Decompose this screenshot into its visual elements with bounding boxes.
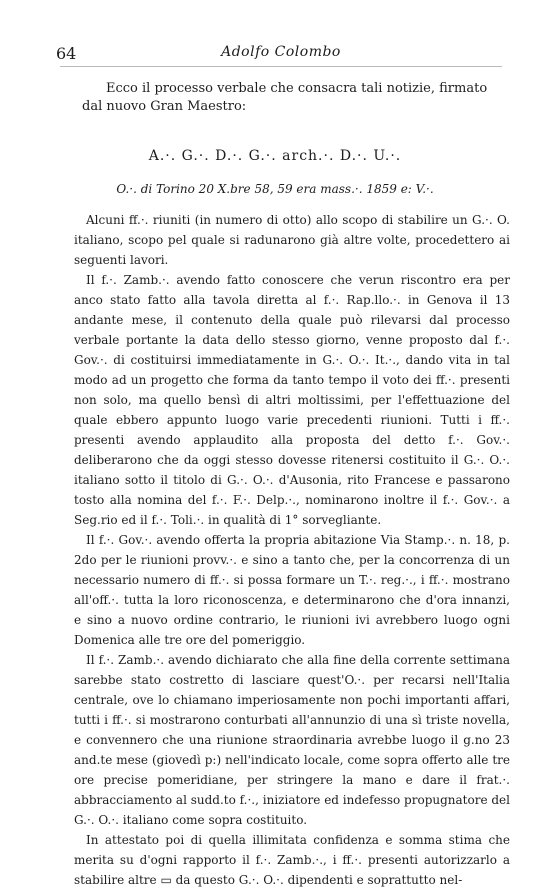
- body-paragraph: Il f.·. Gov.·. avendo offerta la propria abitazione Via Stamp.·. n. 18, p. 2do per le riunioni provv.·. e sino a tanto che, per la concorrenza di un necessario numero di ff.·. si possa formare un T.·. reg.·., i ff.·. mostrano all'off.·. tutta la loro riconoscenza, e determinarono che d'ora innanzi, e sino a nuovo ordine contrario, le riunioni ivi avrebbero luogo ogni Domenica alle tre ore del pomeriggio.: [74, 533, 510, 647]
- body-paragraph: In attestato poi di quella illimitata confidenza e somma stima che merita su d'ogni rapporto il f.·. Zamb.·., i ff.·. presenti autorizzarlo a stabilire altre ▭ da questo G.·. O.·. dipendenti e soprattutto nel-: [74, 833, 510, 887]
- date-line: O.·. di Torino 20 X.bre 58, 59 era mass.·. 1859 e: V.·.: [116, 182, 434, 196]
- lodge-heading: A.·. G.·. D.·. G.·. arch.·. D.·. U.·.: [148, 148, 402, 164]
- minutes-body: [74, 210, 510, 890]
- intro-paragraph: Ecco il processo verbale che consacra tali notizie, firmato dal nuovo Gran Maestro:: [82, 81, 488, 114]
- page-header: [56, 44, 506, 62]
- running-title: Adolfo Colombo: [221, 44, 341, 60]
- body-paragraph: Il f.·. Zamb.·. avendo dichiarato che alla fine della corrente settimana sarebbe stato costretto di lasciare quest'O.·. per recarsi nell'Italia centrale, ove lo chiamano imperiosamente non pochi importanti affari, tutti i ff.·. si mostrarono conturbati all'annunzio di una sì triste novella, e convennero che una riunione straordinaria avrebbe luogo il g.no 23 and.te mese (giovedì p:) nell'indicato locale, come sopra offerto alle tre ore precise pomeridiane, per stringere la mano e dare il frat.·. abbracciamento al sudd.to f.·., iniziatore ed indefesso propugnatore del G.·. O.·. italiano come sopra costituito.: [74, 653, 510, 827]
- body-paragraph: Il f.·. Zamb.·. avendo fatto conoscere che verun riscontro era per anco stato fatto alla tavola diretta al f.·. Rap.llo.·. in Genova il 13 andante mese, il contenuto della quale può rilevarsi dal processo verbale portante la data dello stesso giorno, venne proposto dal f.·. Gov.·. di costituirsi immediatamente in G.·. O.·. It.·., dando vita in tal modo ad un progetto che forma da tanto tempo il voto dei ff.·. presenti non solo, ma quello bensì di altri moltissimi, per l'effettuazione del quale ebbero appunto luogo varie precedenti riunioni. Tutti i ff.·. presenti avendo applaudito alla proposta del detto f.·. Gov.·. deliberarono che da oggi stesso dovesse ritenersi costituito il G.·. O.·. italiano sotto il titolo di G.·. O.·. d'Ausonia, rito Francese e passarono tosto alla nomina del f.·. F.·. Delp.·., nominarono inoltre il f.·. Gov.·. a Seg.rio ed il f.·. Toli.·. in qualità di 1° sorvegliante.: [74, 273, 510, 527]
- header-rule: [60, 66, 502, 67]
- body-paragraph: Alcuni ff.·. riuniti (in numero di otto) allo scopo di stabilire un G.·. O. italiano, scopo pel quale si radunarono già altre volte, procedettero ai seguenti lavori.: [74, 213, 510, 267]
- page-number: 64: [56, 44, 77, 63]
